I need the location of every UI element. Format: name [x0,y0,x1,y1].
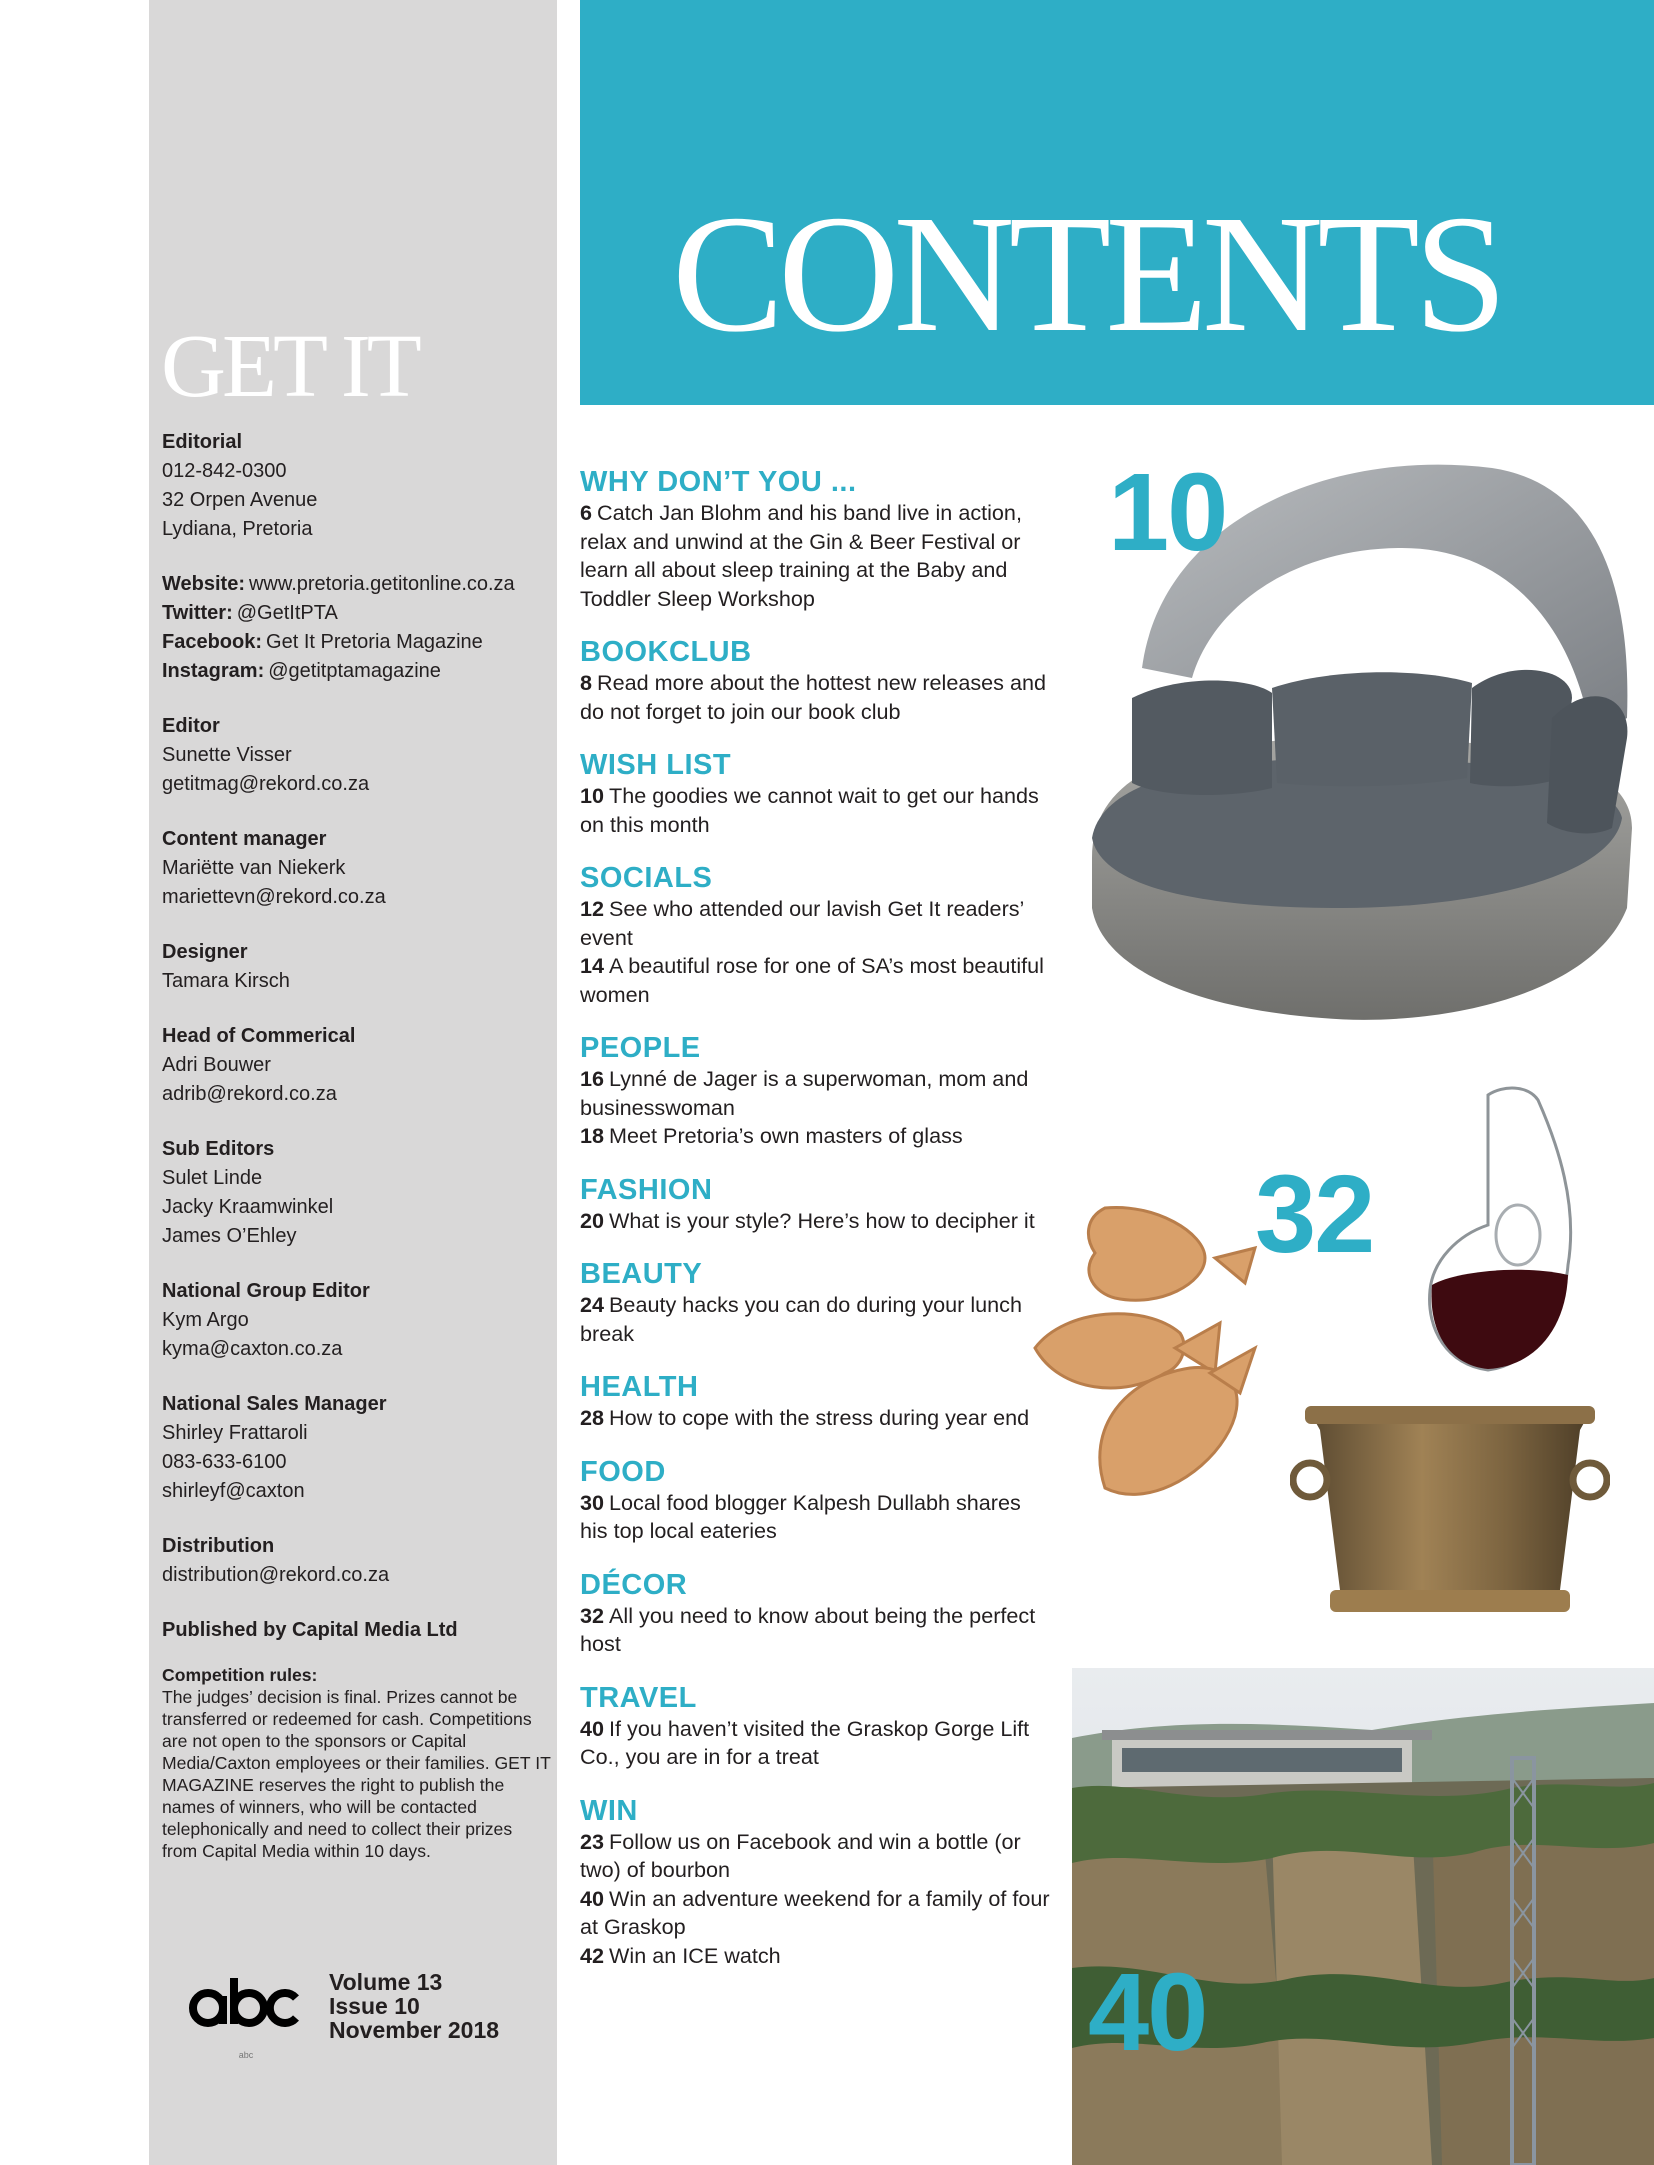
editorial-phone: 012-842-0300 [162,460,287,482]
toc-entry[interactable] [580,1885,1050,1942]
competition-rules-text: The judges’ decision is final. Prizes cannot be transferred or redeemed for cash. Competitions are not open to the sponsors or Capital Media/Caxton employees or their families. GET IT MAGAZINE reserves the right to publish the names of winners, who will be contacted telephonically and need to collect their prizes from Capital Media within 10 days. [162,1687,551,1861]
toc-entry[interactable] [580,1942,1050,1971]
toc-entry-text: A beautiful rose for one of SA’s most beautiful women [580,953,1044,1007]
facebook-page[interactable]: Get It Pretoria Magazine [266,631,483,653]
toc-entry-text: Win an ICE watch [609,1942,781,1968]
commercial-block [162,1022,552,1109]
facebook-line [162,628,552,657]
editor-label: Editor [162,715,220,737]
toc-entry-page: 6 [580,500,593,525]
toc-entry-text: The goodies we cannot wait to get our hands on this month [580,783,1039,837]
editorial-block [162,428,552,544]
issue-text [329,1970,499,2042]
abc-logo-text: abc [238,2050,254,2060]
toc-entry-page: 28 [580,1405,605,1430]
twitter-label: Twitter: [162,602,233,624]
publisher-block [162,1616,552,1645]
toc-section-title: FOOD [580,1455,666,1488]
toc-entry[interactable] [580,782,1050,839]
toc-section-title: SOCIALS [580,862,713,894]
toc-section-title: PEOPLE [580,1032,701,1064]
toc-entry-page: 10 [580,783,605,808]
toc-entry-text: If you haven’t visited the Graskop Gorge Lift Co., you are in for a treat [580,1715,1030,1769]
online-block [162,570,552,686]
toc-entry-page: 23 [580,1828,605,1854]
toc-section-title: WISH LIST [580,749,732,781]
sales-label: National Sales Manager [162,1393,387,1415]
toc-entry-page: 14 [580,953,605,978]
sales-phone: 083-633-6100 [162,1451,287,1473]
toc-entry[interactable] [580,499,1050,613]
designer-label: Designer [162,941,248,963]
toc-entry[interactable] [580,952,1050,1009]
toc-entry-text: All you need to know about being the perfect host [580,1602,1036,1656]
toc-entry[interactable] [580,1715,1050,1772]
toc-entry-page: 24 [580,1292,605,1317]
group-editor-block [162,1277,552,1364]
issue-volume: Volume 13 [329,1969,443,1995]
editor-email[interactable]: getitmag@rekord.co.za [162,773,370,795]
brand-logo: GET IT [161,317,418,416]
toc-section [580,1031,1050,1151]
toc-entry-page: 18 [580,1123,605,1148]
toc-section-title: BEAUTY [580,1258,703,1290]
toc-section-title: DÉCOR [580,1568,688,1601]
toc-entry[interactable] [580,1122,1050,1151]
toc-section [580,1455,1050,1546]
commercial-name: Adri Bouwer [162,1054,271,1076]
editorial-label: Editorial [162,431,243,453]
toc-section-title: TRAVEL [580,1681,697,1714]
toc-entry-page: 32 [580,1602,605,1628]
toc-entry-text: Beauty hacks you can do during your lunch break [580,1292,1022,1346]
distribution-label: Distribution [162,1535,275,1557]
website-line [162,570,552,599]
toc-entry-text: Catch Jan Blohm and his band live in action, relax and unwind at the Gin & Beer Festival or learn all about sleep training at the Baby and Toddler Sleep Workshop [580,500,1022,611]
designer-block [162,938,552,996]
sub-editors-label: Sub Editors [162,1138,275,1160]
toc-entry[interactable] [580,1291,1050,1348]
toc-entry-page: 42 [580,1942,605,1968]
publisher-line: Published by Capital Media Ltd [162,1619,458,1641]
toc-entry[interactable] [580,1207,1050,1236]
toc-entry[interactable] [580,1489,1050,1546]
commercial-email[interactable]: adrib@rekord.co.za [162,1083,337,1105]
toc-entry[interactable] [580,1404,1050,1433]
editorial-address-1: 32 Orpen Avenue [162,489,318,511]
graskop-gorge-photo [1072,1668,1654,2165]
website-link[interactable]: www.pretoria.getitonline.co.za [248,573,515,595]
group-editor-name: Kym Argo [162,1309,249,1331]
distribution-block [162,1532,552,1590]
designer-name: Tamara Kirsch [162,970,290,992]
toc-section-title: FASHION [580,1173,713,1206]
editorial-address-2: Lydiana, Pretoria [162,518,313,540]
competition-rules-title: Competition rules: [162,1665,318,1685]
page-callout-40: 40 [1088,1951,1207,2074]
toc-entry[interactable] [580,669,1050,726]
toc-entry-text: Read more about the hottest new releases and do not forget to join our book club [580,670,1046,724]
toc-section [580,465,1050,613]
toc-entry[interactable] [580,895,1050,952]
group-editor-email[interactable]: kyma@caxton.co.za [162,1338,343,1360]
contents-header [580,0,1654,405]
website-label: Website: [162,573,245,595]
toc-section-title: BOOKCLUB [580,636,752,668]
table-of-contents [580,465,1050,1992]
toc-entry-page: 16 [580,1066,605,1091]
toc-entry[interactable] [580,1602,1050,1659]
editor-block [162,712,552,799]
content-manager-name: Mariëtte van Niekerk [162,857,346,879]
toc-entry-text: What is your style? Here’s how to decipher it [609,1207,1035,1233]
content-manager-block [162,825,552,912]
content-manager-label: Content manager [162,828,327,850]
toc-section-title: WIN [580,1794,638,1827]
toc-section [580,748,1050,839]
sub-editor-name: James O’Ehley [162,1225,297,1247]
toc-entry-text: How to cope with the stress during year end [609,1405,1030,1430]
toc-entry-text: Local food blogger Kalpesh Dullabh shares his top local eateries [580,1489,1021,1543]
toc-entry-page: 20 [580,1207,605,1233]
toc-section [580,1794,1050,1971]
masthead [162,428,552,1671]
sub-editor-name: Jacky Kraamwinkel [162,1196,334,1218]
toc-entry-page: 40 [580,1715,605,1741]
editor-name: Sunette Visser [162,744,292,766]
twitter-handle[interactable]: @GetItPTA [236,602,338,624]
toc-entry[interactable] [580,1065,1050,1122]
page-callout-32: 32 [1255,1153,1374,1276]
toc-entry-text: Win an adventure weekend for a family of four at Graskop [580,1885,1050,1939]
issue-number: Issue 10 [329,1993,420,2019]
competition-rules [162,1664,552,1862]
instagram-line [162,657,552,686]
toc-section-title: WHY DON’T YOU ... [580,466,857,498]
page-callout-10: 10 [1108,451,1227,574]
wooden-bowls-illustration [1025,1198,1280,1516]
commercial-label: Head of Commerical [162,1025,356,1047]
distribution-email[interactable]: distribution@rekord.co.za [162,1564,390,1586]
toc-entry-text: Follow us on Facebook and win a bottle (or two) of bourbon [580,1828,1021,1882]
sales-name: Shirley Frattaroli [162,1422,308,1444]
toc-entry-page: 12 [580,896,605,921]
toc-entry-text: See who attended our lavish Get It readers’ event [580,896,1024,950]
toc-section [580,635,1050,726]
group-editor-label: National Group Editor [162,1280,370,1302]
content-manager-email[interactable]: mariettevn@rekord.co.za [162,886,386,908]
page-title: CONTENTS [672,181,1502,367]
toc-section [580,861,1050,1009]
sales-email[interactable]: shirleyf@caxton [162,1480,305,1502]
toc-entry-page: 30 [580,1489,605,1515]
toc-section [580,1568,1050,1659]
toc-entry-text: Meet Pretoria’s own masters of glass [609,1123,963,1148]
toc-entry-page: 8 [580,670,593,695]
issue-date: November 2018 [329,2017,500,2043]
sub-editor-name: Sulet Linde [162,1167,263,1189]
instagram-label: Instagram: [162,660,265,682]
toc-entry[interactable] [580,1828,1050,1885]
twitter-line [162,599,552,628]
issue-info [186,1960,526,2080]
toc-section [580,1681,1050,1772]
facebook-label: Facebook: [162,631,263,653]
sub-editors-block [162,1135,552,1251]
sales-block [162,1390,552,1506]
toc-section [580,1257,1050,1348]
instagram-handle[interactable]: @getitptamagazine [268,660,441,682]
copper-bucket-illustration [1290,1400,1610,1625]
toc-section [580,1370,1050,1433]
abc-logo-icon [186,1966,306,2066]
decanter-illustration [1418,1085,1578,1375]
toc-section [580,1173,1050,1236]
toc-entry-text: Lynné de Jager is a superwoman, mom and businesswoman [580,1066,1029,1120]
toc-section-title: HEALTH [580,1371,699,1403]
toc-entry-page: 40 [580,1885,605,1911]
